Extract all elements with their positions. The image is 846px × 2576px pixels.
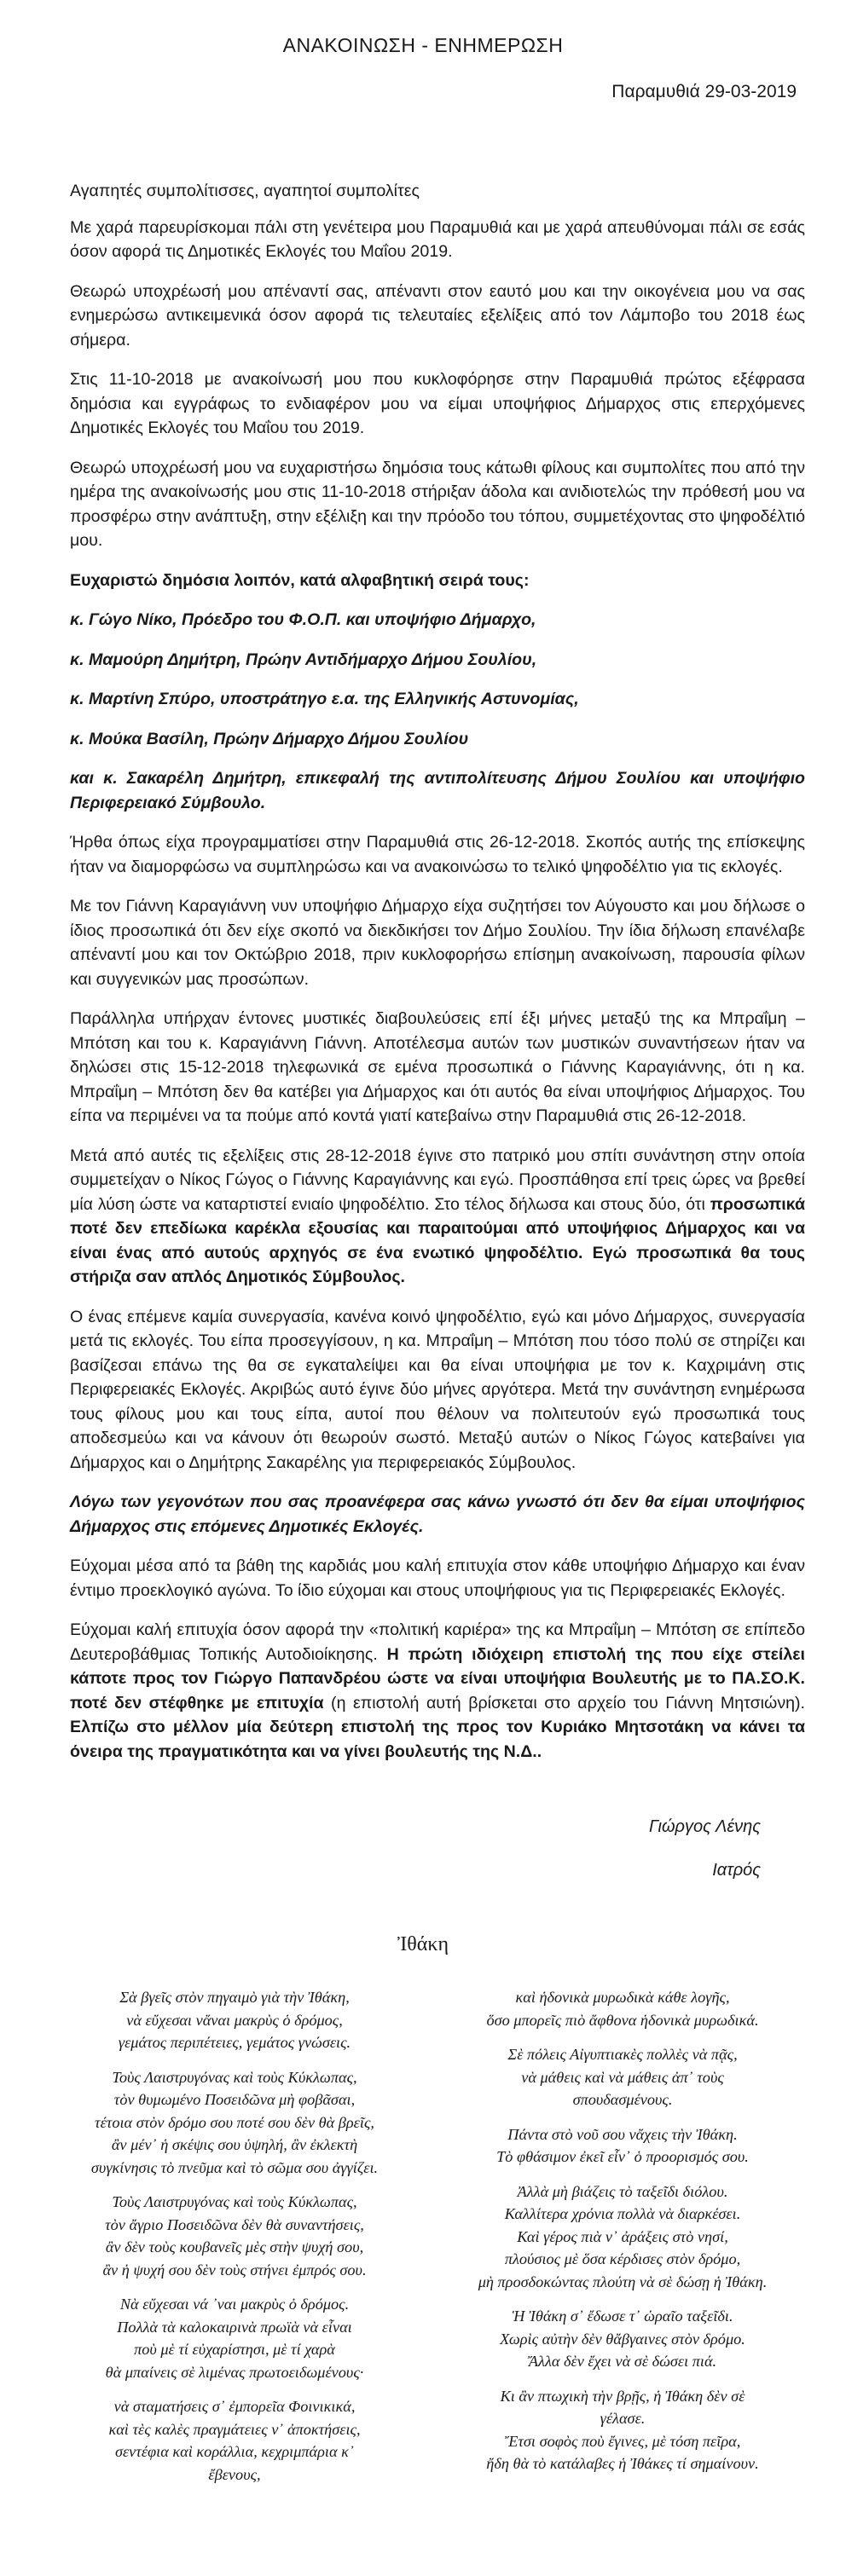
poem-line: τὸν θυμωμένο Ποσειδῶνα μὴ φοβᾶσαι, — [113, 2091, 356, 2108]
poem-line: ἂν μέν᾿ ἡ σκέψις σου ὑψηλή, ἂν ἐκλεκτὴ — [111, 2136, 358, 2153]
poem-line: θὰ μπαίνεις σὲ λιμένας πρωτοειδωμένους· — [105, 2363, 364, 2381]
poem-title: Ἰθάκη — [397, 1933, 449, 1955]
key-announcement: Λόγω των γεγονότων που σας προανέφερα σας κάνω γνωστό ότι δεν θα είμαι υποψήφιος Δήμαρχος στις επόμενες Δημοτικές Εκλογές. — [70, 1493, 805, 1536]
poem-line: πλούσιος μὲ ὅσα κέρδισες στὸν δρόμο, — [504, 2250, 741, 2267]
poem-stanza — [443, 2180, 802, 2294]
poem-line: συγκίνησις τὸ πνεῦμα καὶ τὸ σῶμα σου ἀγγίζει. — [90, 2158, 379, 2176]
paragraph: Στις 11-10-2018 με ανακοίνωσή μου που κυκλοφόρησε στην Παραμυθιά πρώτος εξέφρασα δημόσια και εγγράφως το ενδιαφέρον μου να είμαι υποψήφιος Δήμαρχος στις επερχόμενες Δημοτικές Εκλογές του Μαΐου του 2019. — [70, 370, 805, 437]
poem-line: νὰ μάθεις καὶ νὰ μάθεις ἀπ᾿ τοὺς — [521, 2068, 724, 2086]
signature-title: Ιατρός — [712, 1861, 761, 1880]
poem-line: νὰ εὔχεσαι νἄναι μακρὺς ὁ δρόμος, — [126, 2011, 343, 2029]
poem-line: ὅσο μπορεῖς πιὸ ἄφθονα ἡδονικὰ μυρωδικά. — [486, 2011, 759, 2029]
poem-line: τὸν ἄγριο Ποσειδῶνα δὲν θὰ συναντήσεις, — [105, 2215, 364, 2233]
poem-stanza — [51, 2293, 418, 2383]
poem-line: τέτοια στὸν δρόμο σου ποτέ σου δὲν θὰ βρεῖς, — [95, 2113, 374, 2131]
thanks-item: κ. Γώγο Νίκο, Πρόεδρο του Φ.Ο.Π. και υποψήφιο Δήμαρχο, — [70, 610, 536, 629]
thanks-intro: Ευχαριστώ δημόσια λοιπόν, κατά αλφαβητική σειρά τους: — [70, 570, 530, 590]
poem-line: γέλασε. — [600, 2410, 646, 2427]
paragraph: Θεωρώ υποχρέωσή μου απέναντί σας, απέναντι στον εαυτό μου και την οικογένεια μου να σας ενημερώσω αντικειμενικά όσον αφορά τις τελευταίες εξελίξεις από τον Λάμποβο του 2018 έως σήμερα. — [70, 281, 805, 349]
paragraph — [70, 1618, 805, 1764]
poem-line: καὶ τὲς καλὲς πραγμάτειες ν᾿ ἀποκτήσεις, — [108, 2420, 361, 2438]
poem-line: σεντέφια καὶ κοράλλια, κεχριμπάρια κ᾿ — [114, 2443, 355, 2460]
poem-line: Τοὺς Λαιστρυγόνας καὶ τοὺς Κύκλωπας, — [112, 2193, 357, 2210]
poem-right-column — [443, 1986, 802, 2487]
paragraph-text: Μετά από αυτές τις εξελίξεις στις 28-12-2018 έγινε στο πατρικό μου σπίτι συνάντηση στην οποία συμμετείχαν ο Νίκος Γώγος ο Γιάννης Καραγιάννης και εγώ. Προσπάθησα επί τρεις ώρες να βρεθεί μία λύση ώστε να καταρτιστεί ενιαίο ψηφοδέλτιο. Στο τέλος δήλωσα και στους δύο, ότι — [70, 1146, 805, 1214]
poem-line: γεμάτος περιπέτειες, γεμάτος γνώσεις. — [118, 2034, 351, 2051]
signature-block — [649, 1805, 761, 1892]
paragraph: Ήρθα όπως είχα προγραμματίσει στην Παραμυθιά στις 26-12-2018. Σκοπός αυτής της επίσκεψης ήταν να διαμορφώσω να συμπληρώσω και να ανακοινώσω το τελικό ψηφοδέλτιο για τις εκλογές. — [70, 833, 805, 876]
poem-stanza — [51, 2066, 418, 2180]
paragraph-bold-text: Ελπίζω στο μέλλον μία δεύτερη επιστολή της προς τον Κυριάκο Μητσοτάκη να κάνει τα όνειρα της πραγματικότητα και να γίνει βουλευτής της Ν.Δ.. — [70, 1718, 805, 1761]
poem-stanza — [51, 2191, 418, 2281]
poem-line: Ἀλλὰ μὴ βιάζεις τὸ ταξεῖδι διόλου. — [517, 2182, 728, 2200]
poem-line: Καλλίτερα χρόνια πολλὰ νὰ διαρκέσει. — [504, 2205, 741, 2222]
poem-line: Ἄλλα δὲν ἔχει νὰ σὲ δώσει πιά. — [528, 2353, 717, 2370]
poem-line: Νὰ εὔχεσαι νά ᾿ναι μακρὺς ὁ δρόμος. — [119, 2296, 350, 2313]
poem-line: σπουδασμένους. — [572, 2091, 673, 2108]
poem-line: Πάντα στὸ νοῦ σου νἄχεις τὴν Ἰθάκη. — [507, 2125, 738, 2143]
paragraph: Ο ένας επέμενε καμία συνεργασία, κανένα κοινό ψηφοδέλτιο, εγώ και μόνο Δήμαρχος, συνεργασία μετά τις εκλογές. Του είπα προσεγγίσουν, η κα. Μπραΐμη – Μπότση που τόσο πολύ σε στηρίζει και βασίζεσαι επάνω της θα σε εγκαταλείψει και θα είναι υποψήφια με τον κ. Καχριμάνη στις Περιφερειακές Εκλογές. Ακριβώς αυτό έγινε δύο μήνες αργότερα. Μετά την συνάντηση ενημέρωσα τους φίλους μου και τους είπα, αυτοί που θέλουν να πολιτευτούν εγώ προσωπικά τους αποδεσμεύω και να κάνουν ότι θεωρούν σωστό. Μεταξύ αυτών ο Νίκος Γώγος κατεβαίνει για Δήμαρχος και ο Δημήτρης Σακαρέλης για περιφερειακός Σύμβουλος. — [70, 1307, 805, 1472]
paragraph-bold-text: προσωπικά ποτέ δεν επεδίωκα καρέκλα εξουσίας και παραιτούμαι από υποψήφιος Δήμαρχος και να είναι ένας από αυτούς αρχηγός σε ένα ενωτικό ψηφοδέλτιο. Εγώ προσωπικά θα τους στήριζα σαν απλός Δημοτικός Σύμβουλος. — [70, 1194, 805, 1286]
thanks-item: και κ. Σακαρέλη Δημήτρη, επικεφαλή της αντιπολίτευσης Δήμου Σουλίου και υποψήφιο Περιφερειακό Σύμβουλο. — [70, 769, 805, 812]
greeting: Αγαπητές συμπολίτισσες, αγαπητοί συμπολίτες — [70, 182, 420, 200]
place-date: Παραμυθιά 29-03-2019 — [611, 82, 797, 101]
letter-body — [70, 179, 805, 1779]
paragraph: Με χαρά παρευρίσκομαι πάλι στη γενέτειρα μου Παραμυθιά και με χαρά απευθύνομαι πάλι σε εσάς όσον αφορά τις Δημοτικές Εκλογές του Μαΐου 2019. — [70, 217, 805, 261]
thanks-item: κ. Μαμούρη Δημήτρη, Πρώην Αντιδήμαρχο Δήμου Σουλίου, — [70, 650, 537, 669]
thanks-item: κ. Μαρτίνη Σπύρο, υποστράτηγο ε.α. της Ελληνικής Αστυνομίας, — [70, 690, 579, 708]
poem-line: Χωρὶς αὐτὴν δὲν θἄβγαινες στὸν δρόμο. — [500, 2330, 745, 2348]
poem-stanza — [443, 2043, 802, 2111]
poem-stanza — [443, 1986, 802, 2031]
poem-stanza — [443, 2123, 802, 2169]
poem-line: ποὺ μὲ τί εὐχαρίστησι, μὲ τί χαρὰ — [134, 2341, 335, 2358]
poem-line: Σὲ πόλεις Αἰγυπτιακὲς πολλὲς νὰ πᾷς, — [507, 2046, 738, 2063]
paragraph-bold-text: Η πρώτη ιδιόχειρη επιστολή της που είχε στείλει κάποτε προς τον Γιώργο Παπανδρέου ώστε να είναι υποψήφια Βουλευτής με το ΠΑ.ΣΟ.Κ. ποτέ δεν στέφθηκε με επιτυχία — [70, 1644, 806, 1713]
poem-stanza — [51, 1986, 418, 2054]
poem-line: Τὸ φθάσιμον ἐκεῖ εἶν᾿ ὁ προορισμός σου. — [496, 2148, 749, 2165]
page-title: ΑΝΑΚΟΙΝΩΣΗ - ΕΝΗΜΕΡΩΣΗ — [282, 34, 564, 56]
poem-line: καὶ ἡδονικὰ μυρωδικὰ κάθε λογῆς, — [515, 1989, 730, 2006]
paragraph-text: (η επιστολή αυτή βρίσκεται στο αρχείο του Γιάννη Μητσιώνη). — [323, 1693, 805, 1713]
poem-line: Τοὺς Λαιστρυγόνας καὶ τοὺς Κύκλωπας, — [112, 2068, 357, 2086]
signature-name: Γιώργος Λένης — [649, 1817, 761, 1836]
poem-stanza — [443, 2305, 802, 2373]
paragraph: Εύχομαι μέσα από τα βάθη της καρδιάς μου καλή επιτυχία στον κάθε υποψήφιο Δήμαρχο και έναν έντιμο προεκλογικό αγώνα. Το ίδιο εύχομαι και στους υποψήφιους για τις Περιφερειακές Εκλογές. — [70, 1557, 805, 1600]
poem-line: μὴ προσδοκώντας πλούτη νὰ σὲ δώσῃ ἡ Ἰθάκη. — [478, 2273, 768, 2290]
poem-stanza — [51, 2395, 418, 2486]
poem-left-column — [51, 1986, 418, 2498]
poem-line: Ἔτσι σοφὸς ποὺ ἔγινες, μὲ τόση πεῖρα, — [504, 2432, 741, 2450]
poem-line: ἤδη θὰ τὸ κατάλαβες ἡ Ἰθάκες τί σημαίνουν. — [486, 2455, 759, 2472]
poem-stanza — [443, 2385, 802, 2475]
paragraph: Θεωρώ υποχρέωσή μου να ευχαριστήσω δημόσια τους κάτωθι φίλους και συμπολίτες που από την ημέρα της ανακοίνωσής μου στις 11-10-2018 στήριξαν άδολα και ανιδιοτελώς την πρόθεσή μου να προσφέρω στην ανάπτυξη, στην εξέλιξη και την πρόοδο του τόπου, συμμετέχοντας στο ψηφοδέλτιό μου. — [70, 458, 805, 550]
poem-line: ἔβενους, — [208, 2465, 261, 2483]
poem-line: Πολλὰ τὰ καλοκαιρινὰ πρωϊὰ νὰ εἶναι — [117, 2318, 352, 2336]
thanks-item: κ. Μούκα Βασίλη, Πρώην Δήμαρχο Δήμου Σουλίου — [70, 729, 469, 748]
poem-line: Ἡ Ἰθάκη σ᾿ ἔδωσε τ᾿ ὡραῖο ταξεῖδι. — [512, 2307, 733, 2325]
poem-line: ἂν ἡ ψυχή σου δὲν τοὺς στήνει ἐμπρός σου. — [102, 2261, 367, 2279]
poem-line: νὰ σταματήσεις σ᾿ ἐμπορεῖα Φοινικικά, — [113, 2398, 356, 2415]
paragraph: Με τον Γιάννη Καραγιάννη νυν υποψήφιο Δήμαρχο είχα συζητήσει τον Αύγουστο και μου δήλωσε ο ίδιος προσωπικά ότι δεν είχε σκοπό να διεκδικήσει τον Δήμο Σουλίου. Την ίδια δήλωση επανέλαβε απέναντί μου και τον Οκτώβριο 2018, πριν κυκλοφορήσω επίσημη ανακοίνωση, παρουσία φίλων και συγγενικών μας προσώπων. — [70, 897, 805, 989]
paragraph — [70, 1144, 805, 1290]
poem-line: Καὶ γέρος πιὰ ν᾿ ἀράξεις στὸ νησί, — [517, 2227, 728, 2245]
poem-line: Σὰ βγεῖς στὸν πηγαιμὸ γιὰ τὴν Ἰθάκη, — [119, 1989, 350, 2006]
paragraph: Παράλληλα υπήρχαν έντονες μυστικές διαβουλεύσεις επί έξι μήνες μεταξύ της κα Μπραΐμη – Μπότση και του κ. Καραγιάννη Γιάννη. Αποτέλεσμα αυτών των μυστικών συναντήσεων ήταν να δηλώσει στις 15-12-2018 τηλεφωνικά σε εμένα προσωπικά ο Γιάννης Καραγιάννης, ότι η κα. Μπραΐμη – Μπότση δεν θα κατέβει για Δήμαρχος και ότι αυτός θα είναι υποψήφιος Δήμαρχος. Του είπα να περιμένει να τα πούμε από κοντά γιατί κατεβαίνω στην Παραμυθιά στις 26-12-2018. — [70, 1009, 805, 1125]
poem-line: Κι ἂν πτωχικὴ τὴν βρῇς, ἡ Ἰθάκη δὲν σὲ — [500, 2387, 745, 2405]
poem-line: ἂν δὲν τοὺς κουβανεῖς μὲς στὴν ψυχή σου, — [105, 2238, 364, 2255]
paragraph-text: Εύχομαι καλή επιτυχία όσον αφορά την «πολιτική καριέρα» της κα Μπραΐμη – Μπότση σε επίπεδο Δευτεροβάθμιας Τοπικής Αυτοδιοίκησης. — [70, 1620, 805, 1664]
